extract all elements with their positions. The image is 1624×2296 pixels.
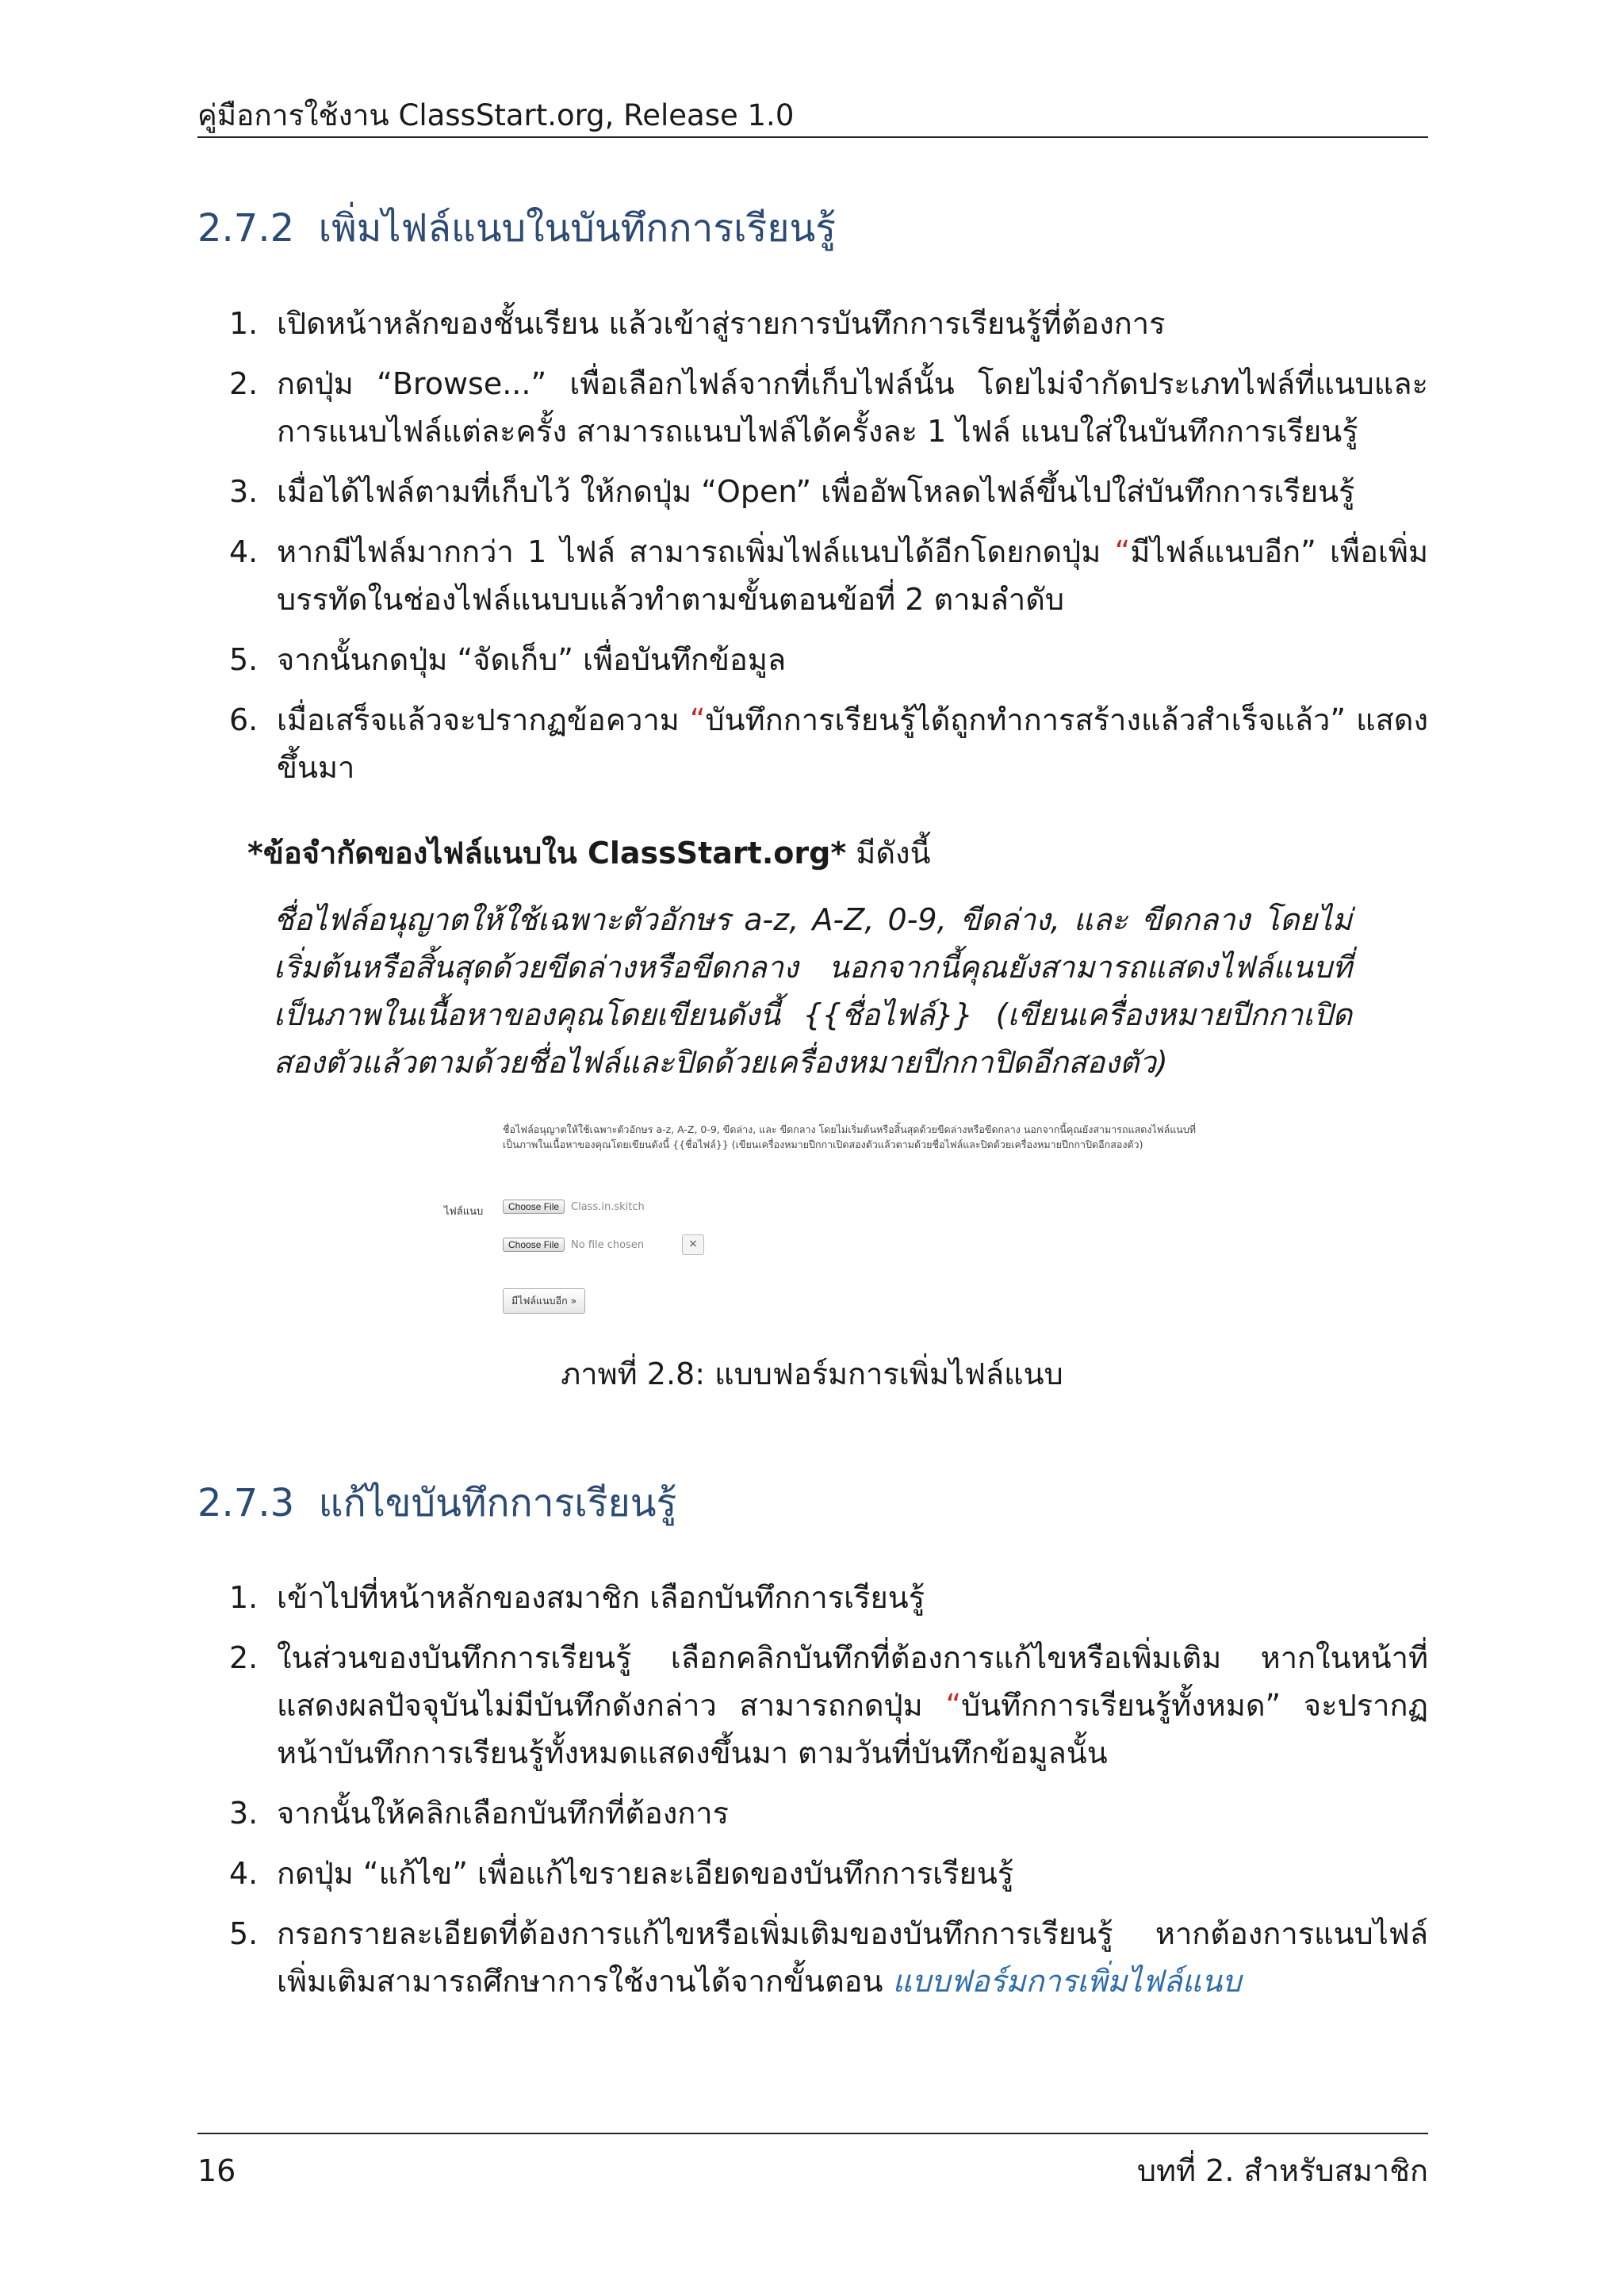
step-text: ในส่วนของบันทึกการเรียนรู้ เลือกคลิกบันทึกที่ต้องการแก้ไขหรือเพิ่มเติม หากในหน้าที่แสดงผลปัจจุบันไม่มีบันทึกดังกล่าว สามารถกดปุ่ม “บันทึกการเรียนรู้ทั้งหมด” จะปรากฏหน้าบันทึกการเรียนรู้ทั้งหมดแสดงขึ้นมา ตามวันที่บันทึกข้อมูลนั้น	[277, 1640, 1428, 1770]
step-text: จากนั้นให้คลิกเลือกบันทึกที่ต้องการ	[277, 1796, 729, 1831]
step-number: 4.	[229, 1856, 259, 1891]
list-item	[197, 360, 1428, 455]
section-number: 2.7.3	[197, 1481, 295, 1525]
list-item	[197, 636, 1428, 683]
step-text: กดปุ่ม “Browse...” เพื่อเลือกไฟล์จากที่เก็บไฟล์นั้น โดยไม่จำกัดประเภทไฟล์ที่แนบและการแนบไฟล์แต่ละครั้ง สามารถแนบไฟล์ได้ครั้งละ 1 ไฟล์ แนบใส่ในบันทึกการเรียนรู้	[277, 366, 1428, 449]
remove-file-button[interactable]: ×	[682, 1234, 704, 1255]
section-heading-2-7-3	[197, 1477, 676, 1529]
selected-file-name: Class.in.skitch	[571, 1200, 645, 1213]
red-quote-mark: “	[1114, 534, 1131, 569]
form-help-text: ชื่อไฟล์อนุญาตให้ใช้เฉพาะตัวอักษร a-z, A-Z, 0-9, ขีดล่าง, และ ขีดกลาง โดยไม่เริ่มต้นหรือสิ้นสุดด้วยขีดล่างหรือขีดกลาง นอกจากนี้คุณยังสามารถแสดงไฟล์แนบที่เป็นภาพในเนื้อหาของคุณโดยเขียนดังนี้ {{ชื่อไฟล์}} (เขียนเครื่องหมายปีกกาเปิดสองตัวแล้วตามด้วยชื่อไฟล์และปิดด้วยเครื่องหมายปีกกาปิดอีกสองตัว)	[503, 1123, 1197, 1150]
header-rule	[197, 136, 1428, 138]
page-number: 16	[197, 2153, 236, 2188]
list-item	[197, 1634, 1428, 1777]
list-item	[197, 1789, 1428, 1837]
list-item	[197, 300, 1428, 347]
choose-file-button[interactable]: Choose File	[503, 1238, 565, 1252]
steps-list-2-7-3	[197, 1574, 1428, 2018]
selected-file-name: No file chosen	[571, 1238, 645, 1251]
list-item	[197, 1574, 1428, 1621]
step-number: 5.	[229, 1916, 259, 1951]
step-number: 5.	[229, 642, 259, 677]
list-item	[197, 696, 1428, 791]
form-reference-link[interactable]: แบบฟอร์มการเพิ่มไฟล์แนบ	[892, 1964, 1242, 1999]
step-text: เมื่อได้ไฟล์ตามที่เก็บไว้ ให้กดปุ่ม “Open” เพื่ออัพโหลดไฟล์ขึ้นไปใส่บันทึกการเรียนรู้	[277, 474, 1355, 509]
step-number: 3.	[229, 1796, 259, 1831]
chapter-label: บทที่ 2. สำหรับสมาชิก	[1136, 2153, 1428, 2188]
red-quote-mark: “	[945, 1688, 962, 1723]
note-body: ชื่อไฟล์อนุญาตให้ใช้เฉพาะตัวอักษร a-z, A-Z, 0-9, ขีดล่าง, และ ขีดกลาง โดยไม่เริ่มต้นหรือสิ้นสุดด้วยขีดล่างหรือขีดกลาง นอกจากนี้คุณยังสามารถแสดงไฟล์แนบที่เป็นภาพในเนื้อหาของคุณโดยเขียนดังนี้ {{ชื่อไฟล์}} (เขียนเครื่องหมายปีกกาเปิดสองตัวแล้วตามด้วยชื่อไฟล์และปิดด้วยเครื่องหมายปีกกาปิดอีกสองตัว)	[274, 902, 1352, 1080]
step-text: เข้าไปที่หน้าหลักของสมาชิก เลือกบันทึกการเรียนรู้	[277, 1580, 925, 1615]
steps-list-2-7-2	[197, 300, 1428, 804]
attachment-form-figure	[444, 1114, 1221, 1328]
file-input-row	[503, 1200, 645, 1214]
attachment-field-label: ไฟล์แนบ	[444, 1206, 484, 1218]
running-header: คู่มือการใช้งาน ClassStart.org, Release 1.0	[197, 98, 795, 132]
step-text: เปิดหน้าหลักของชั้นเรียน แล้วเข้าสู่รายการบันทึกการเรียนรู้ที่ต้องการ	[277, 306, 1166, 341]
note-title: *ข้อจำกัดของไฟล์แนบใน ClassStart.org* มีดังนี้	[247, 836, 931, 871]
step-number: 6.	[229, 702, 259, 737]
step-number: 2.	[229, 366, 259, 401]
section-heading-2-7-2	[197, 202, 836, 254]
section-number: 2.7.2	[197, 206, 295, 251]
file-input-row	[503, 1234, 704, 1255]
footer-rule	[197, 2133, 1428, 2134]
list-item	[197, 468, 1428, 515]
add-more-files-button[interactable]: มีไฟล์แนบอีก »	[503, 1288, 585, 1314]
red-quote-mark: “	[689, 702, 706, 737]
list-item	[197, 1910, 1428, 2005]
section-title-text: แก้ไขบันทึกการเรียนรู้	[318, 1481, 677, 1525]
figure-caption: ภาพที่ 2.8: แบบฟอร์มการเพิ่มไฟล์แนบ	[561, 1357, 1063, 1391]
list-item	[197, 528, 1428, 623]
step-text: หากมีไฟล์มากกว่า 1 ไฟล์ สามารถเพิ่มไฟล์แนบได้อีกโดยกดปุ่ม “มีไฟล์แนบอีก” เพื่อเพิ่มบรรทัดในช่องไฟล์แนบบแล้วทำตามขั้นตอนข้อที่ 2 ตามลำดับ	[277, 534, 1429, 617]
step-number: 1.	[229, 1580, 259, 1615]
step-text: กดปุ่ม “แก้ไข” เพื่อแก้ไขรายละเอียดของบันทึกการเรียนรู้	[277, 1856, 1014, 1891]
section-title-text: เพิ่มไฟล์แนบในบันทึกการเรียนรู้	[318, 206, 837, 251]
choose-file-button[interactable]: Choose File	[503, 1200, 565, 1214]
step-number: 2.	[229, 1640, 259, 1675]
step-text: จากนั้นกดปุ่ม “จัดเก็บ” เพื่อบันทึกข้อมูล	[277, 642, 787, 677]
step-text: เมื่อเสร็จแล้วจะปรากฏข้อความ “บันทึกการเรียนรู้ได้ถูกทำการสร้างแล้วสำเร็จแล้ว” แสดงขึ้นมา	[277, 702, 1428, 785]
step-number: 4.	[229, 534, 259, 569]
step-number: 1.	[229, 306, 259, 341]
list-item	[197, 1850, 1428, 1897]
step-text: กรอกรายละเอียดที่ต้องการแก้ไขหรือเพิ่มเติมของบันทึกการเรียนรู้ หากต้องการแนบไฟล์เพิ่มเติมสามารถศึกษาการใช้งานได้จากขั้นตอน แบบฟอร์มการเพิ่มไฟล์แนบ	[277, 1916, 1428, 1999]
step-number: 3.	[229, 474, 259, 509]
